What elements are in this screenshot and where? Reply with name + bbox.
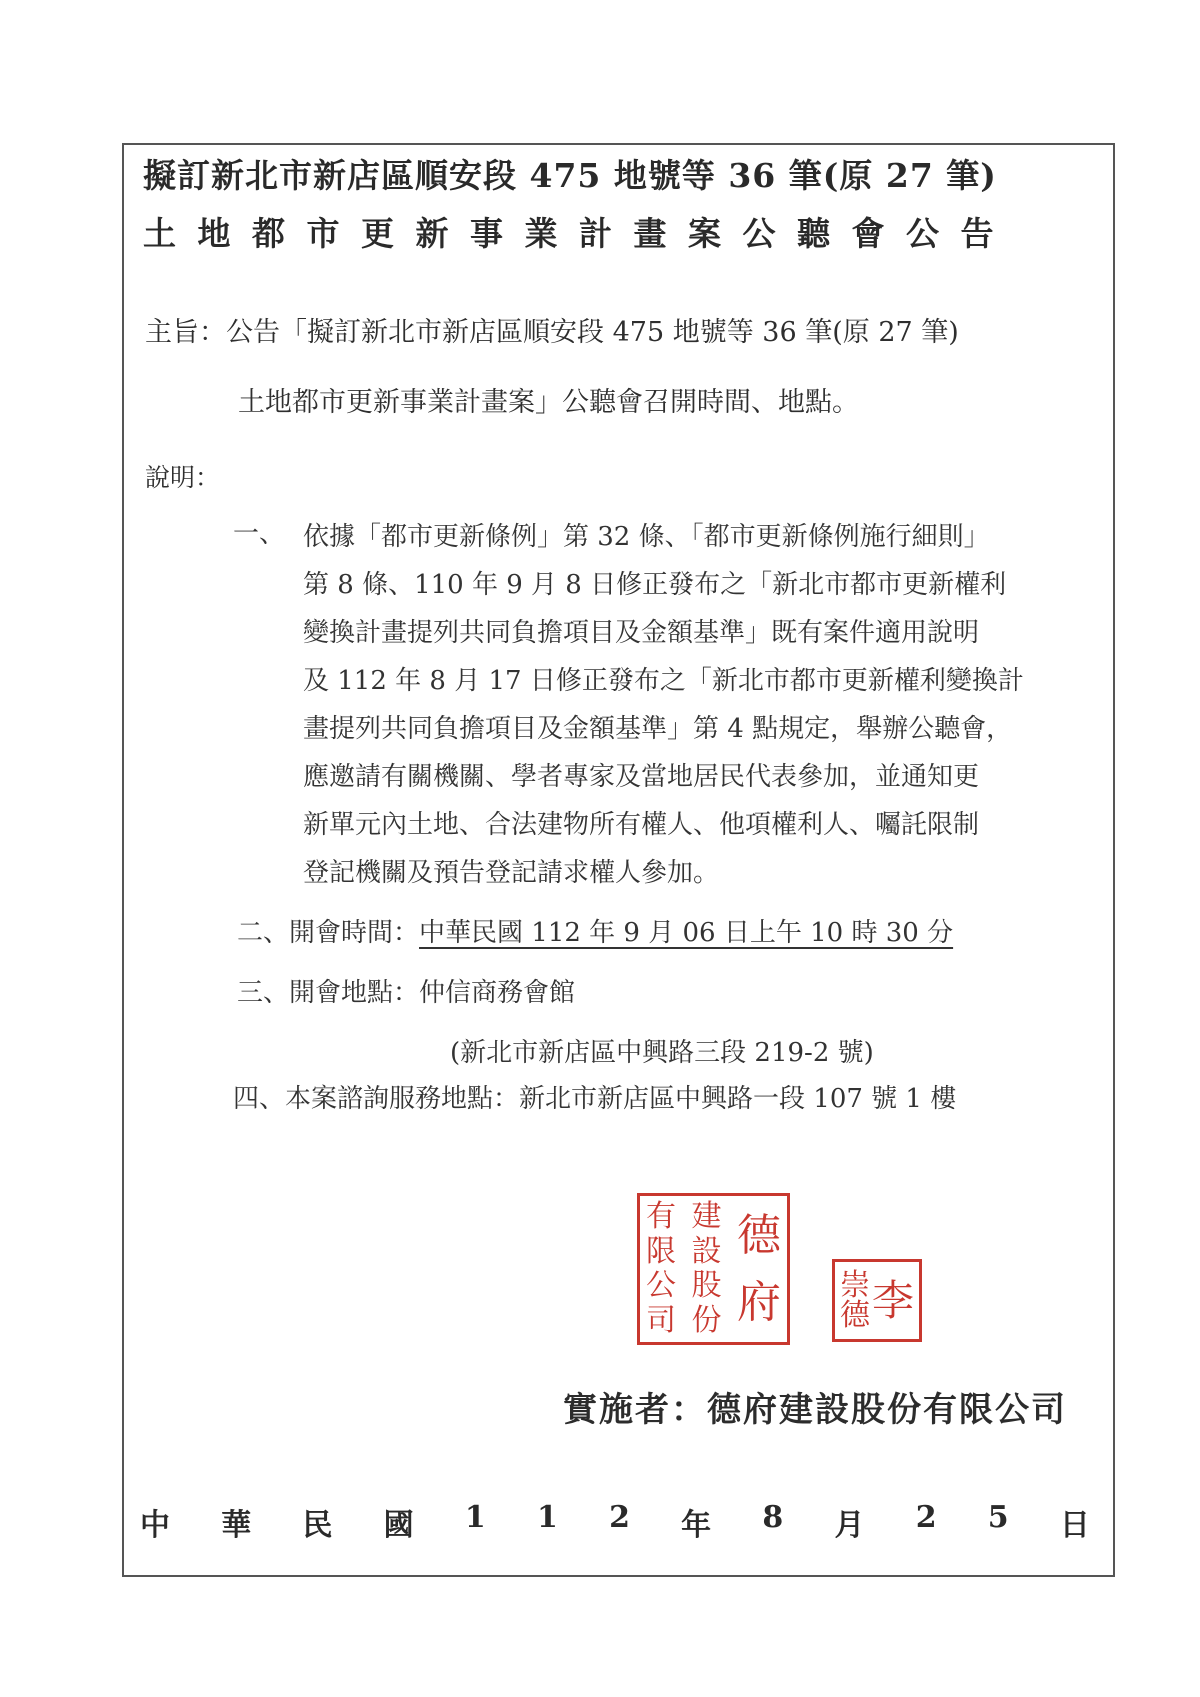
meeting-time-label: 二、開會時間：: [237, 918, 420, 948]
item-4-consultation-location: [233, 1078, 956, 1115]
item-1-paragraph: [303, 513, 1024, 897]
seal-char: 設: [691, 1233, 722, 1269]
seal-char: 德: [737, 1209, 781, 1261]
personal-seal-stamp: [832, 1259, 922, 1342]
consultation-label: 四、本案諮詢服務地點：: [233, 1084, 520, 1114]
date-char: 2: [609, 1500, 630, 1535]
company-seal-stamp: [637, 1193, 790, 1345]
notice-date: [140, 1500, 1090, 1544]
seal-char: 股: [691, 1268, 722, 1304]
seal-column: [691, 1199, 722, 1338]
seal-char: 府: [737, 1276, 781, 1328]
item-1-line: 應邀請有關機關、學者專家及當地居民代表參加，並通知更: [303, 762, 980, 792]
meeting-time-value: 中華民國 112 年 9 月 06 日上午 10 時 30 分: [419, 918, 954, 948]
item-1-line: 新單元內土地、合法建物所有權人、他項權利人、囑託限制: [303, 810, 980, 840]
meeting-place-label: 三、開會地點：: [237, 978, 420, 1008]
seal-char: 建: [691, 1199, 722, 1234]
item-1-line: 第 8 條、110 年 9 月 8 日修正發布之「新北市都市更新權利: [303, 570, 1007, 600]
seal-column: [646, 1199, 676, 1338]
consultation-value: 新北市新店區中興路一段 107 號 1 樓: [519, 1084, 957, 1114]
seal-char: 限: [646, 1233, 676, 1269]
date-char: 日: [1059, 1508, 1090, 1543]
seal-column: [737, 1202, 781, 1336]
item-1-prefix: 一、: [233, 519, 286, 549]
item-1-line: 畫提列共同負擔項目及金額基準」第 4 點規定，舉辦公聽會，: [303, 714, 1013, 744]
seal-char: 有: [646, 1199, 676, 1234]
date-char: 中: [140, 1508, 170, 1543]
explanation-label: 說明：: [145, 463, 221, 492]
subject-line-2: 土地都市更新事業計畫案」公聽會召開時間、地點。: [238, 387, 859, 418]
date-char: 年: [681, 1508, 712, 1543]
seal-char: 司: [646, 1302, 676, 1338]
date-char: 民: [302, 1508, 333, 1543]
item-3-meeting-place: [237, 972, 575, 1009]
item-1-line: 依據「都市更新條例」第 32 條、「都市更新條例施行細則」: [303, 522, 990, 552]
seal-char: 崇: [839, 1267, 870, 1303]
date-char: 1: [464, 1500, 486, 1535]
seal-char: 李: [871, 1275, 914, 1325]
title-line-2: 土地都市更新事業計畫案公聽會公告: [143, 214, 1015, 253]
item-1-line: 登記機關及預告登記請求權人參加。: [303, 858, 720, 888]
seal-char: 德: [839, 1297, 870, 1333]
date-char: 華: [221, 1508, 252, 1543]
meeting-place-address: (新北市新店區中興路三段 219-2 號): [450, 1038, 874, 1068]
date-char: 8: [762, 1500, 784, 1535]
date-char: 1: [536, 1500, 558, 1535]
seal-char: 份: [691, 1302, 722, 1338]
meeting-place-value: 仲信商務會館: [419, 978, 576, 1008]
item-1-line: 及 112 年 8 月 17 日修正發布之「新北市都市更新權利變換計: [303, 666, 1024, 696]
date-char: 5: [987, 1500, 1009, 1535]
title-line-1: 擬訂新北市新店區順安段 475 地號等 36 筆(原 27 筆): [143, 156, 997, 195]
date-char: 國: [383, 1508, 414, 1543]
date-char: 2: [915, 1500, 937, 1535]
subject-line-1: 主旨：公告「擬訂新北市新店區順安段 475 地號等 36 筆(原 27 筆): [145, 317, 959, 348]
date-char: 月: [834, 1508, 865, 1543]
seal-column: [839, 1267, 870, 1333]
item-2-meeting-time: [237, 912, 953, 949]
seal-char: 公: [646, 1268, 676, 1304]
seal-column: [871, 1275, 914, 1325]
implementer-line: 實施者：德府建設股份有限公司: [563, 1390, 1067, 1430]
item-1-line: 變換計畫提列共同負擔項目及金額基準」既有案件適用說明: [303, 618, 980, 648]
